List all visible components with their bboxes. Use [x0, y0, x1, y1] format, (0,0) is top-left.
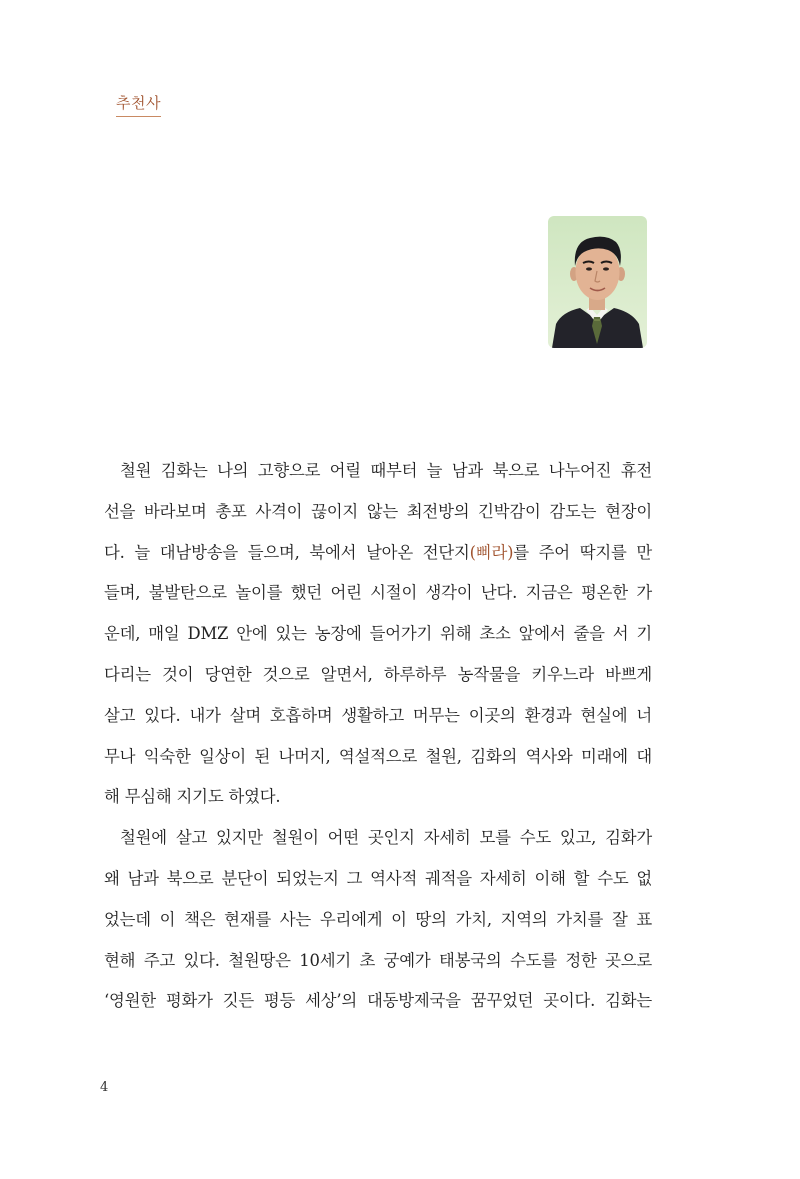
text-line: 철원 김화는 나의 고향으로 어릴 때부터 늘 남과 북으로 나누어진 휴전 [120, 461, 652, 480]
text-line: 었는데 이 책은 현재를 사는 우리에게 이 땅의 가치, 지역의 가치를 잘 표 [104, 909, 652, 929]
text-line: 들며, 불발탄으로 놀이를 했던 어린 시절이 생각이 난다. 지금은 평온한 가 [104, 583, 652, 603]
text-segment: 다. 늘 대남방송을 들으며, 북에서 날아온 전단지 [104, 542, 470, 562]
text-line: 철원에 살고 있지만 철원이 어떤 곳인지 자세히 모를 수도 있고, 김화가 [120, 828, 652, 848]
text-line: 운데, 매일 DMZ 안에 있는 농장에 들어가기 위해 초소 앞에서 줄을 서 기 [104, 624, 652, 644]
text-line: 선을 바라보며 총포 사격이 끊이지 않는 최전방의 긴박감이 감도는 현장이 [104, 501, 652, 521]
text-line: 현해 주고 있다. 철원땅은 10세기 초 궁예가 태봉국의 수도를 정한 곳으로 [104, 950, 652, 970]
text-line: 다리는 것이 당연한 것으로 알면서, 하루하루 농작물을 키우느라 바쁘게 [104, 664, 652, 684]
text-line: 왜 남과 북으로 분단이 되었는지 그 역사적 궤적을 자세히 이해 할 수도 없 [104, 868, 652, 888]
author-portrait [548, 216, 647, 348]
text-line: ‘영원한 평화가 깃든 평등 세상’의 대동방제국을 꿈꾸었던 곳이다. 김화는 [104, 991, 652, 1011]
text-line: 무나 익숙한 일상이 된 나머지, 역설적으로 철원, 김화의 역사와 미래에 대 [104, 746, 652, 766]
person-portrait-icon [548, 216, 647, 348]
text-line: 살고 있다. 내가 살며 호흡하며 생활하고 머무는 이곳의 환경과 현실에 너 [104, 705, 652, 725]
text-line [104, 533, 652, 574]
body-text [104, 451, 652, 1022]
text-segment: 를 주어 딱지를 만 [513, 542, 652, 562]
accent-text: (삐라) [469, 542, 514, 562]
text-line: 해 무심해 지기도 하였다. [104, 787, 281, 807]
page-number: 4 [100, 1080, 109, 1095]
section-title: 추천사 [116, 92, 161, 117]
